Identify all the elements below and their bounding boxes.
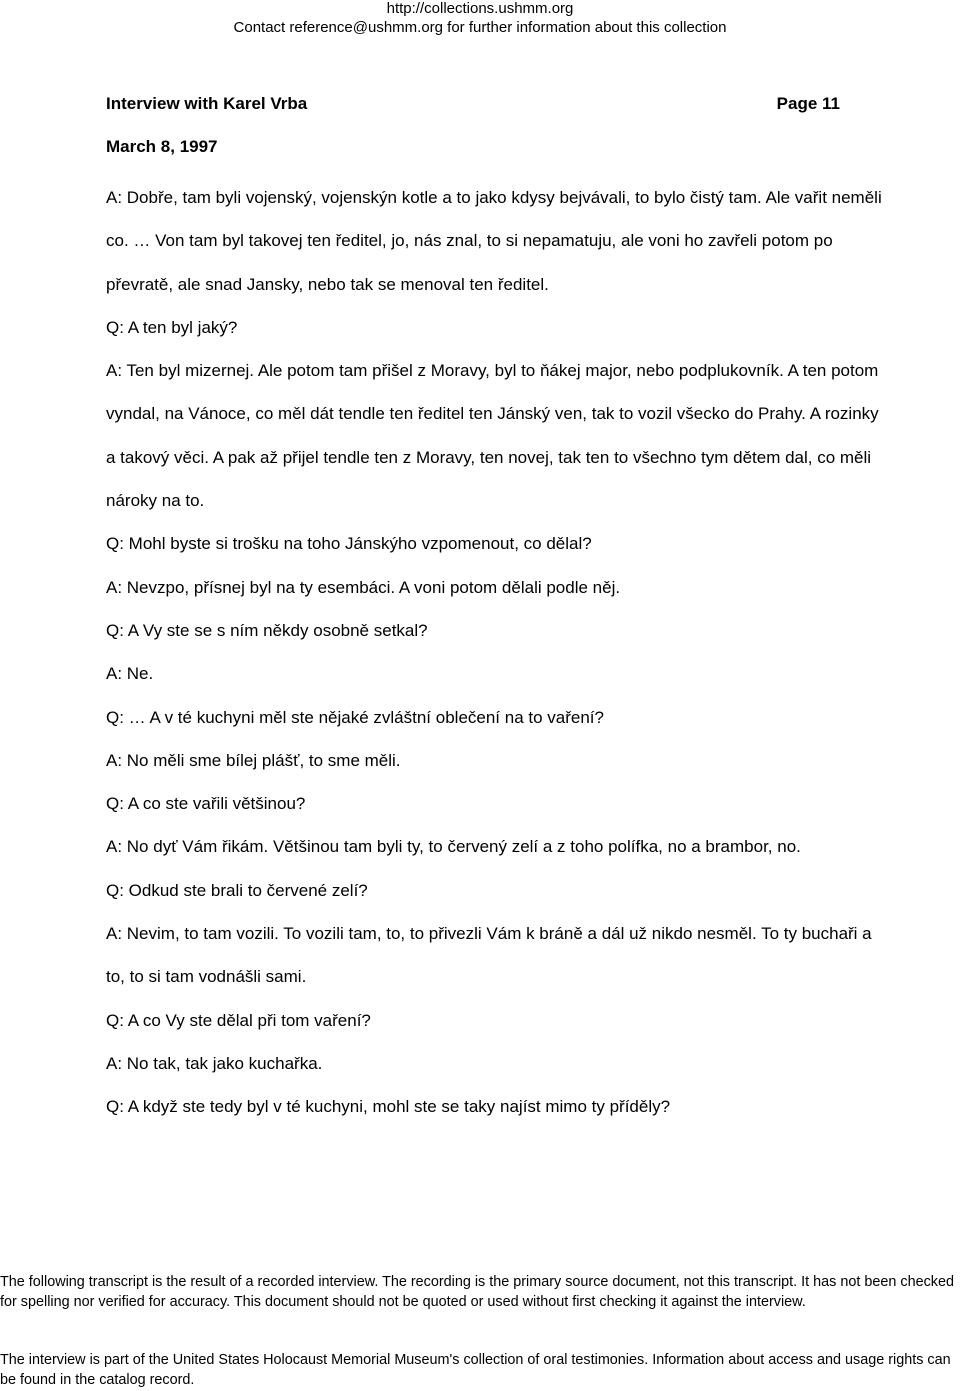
transcript-paragraph: Q: A Vy ste se s ním někdy osobně setkal? — [106, 620, 428, 640]
transcript-paragraph: A: Nevim, to tam vozili. To vozili tam, to, to přivezli Vám k bráně a dál už nikdo nesměl. To ty buchaři a to, to si tam vodnášli sami. — [106, 924, 872, 987]
transcript-paragraph: A: No dyť Vám řikám. Většinou tam byli ty, to červený zelí a z toho polífka, no a brambor, no. — [106, 837, 801, 857]
transcript-paragraph: Q: Mohl byste si trošku na toho Jánskýho vzpomenout, co dělal? — [106, 534, 592, 554]
transcript-paragraph: Q: A ten byl jaký? — [106, 317, 238, 337]
transcript-paragraph: Q: Odkud ste brali to červené zelí? — [106, 880, 368, 900]
interview-title: Interview with Karel Vrba — [106, 94, 308, 113]
transcript-paragraph: A: No tak, tak jako kuchařka. — [106, 1053, 323, 1073]
interview-date: March 8, 1997 — [106, 137, 218, 156]
transcript-paragraph: A: Ne. — [106, 664, 154, 684]
transcript-paragraph: A: Ten byl mizernej. Ale potom tam přišel z Moravy, byl to ňákej major, nebo podplukovník. A ten potom vyndal, na Vánoce, co měl dát tendle ten ředitel ten Jánský ven, tak to vozil všecko do Prahy. A rozinky a takový věci. A pak až přijel tendle ten z Moravy, ten novej, tak ten to všechno tym dětem dal, co měli nároky na to. — [106, 361, 879, 511]
transcript-paragraph: Q: A když ste tedy byl v té kuchyni, mohl ste se taky najíst mimo ty příděly? — [106, 1097, 671, 1117]
collection-note-text: The interview is part of the United States Holocaust Memorial Museum's collection of oral testimonies. Information about access and usage rights can be found in the catalog record. — [0, 1352, 951, 1388]
transcript-paragraph: A: No měli sme bílej plášť, to sme měli. — [106, 750, 401, 770]
transcript-paragraph: Q: A co ste vařili většinou? — [106, 794, 306, 814]
collection-url: http://collections.ushmm.org — [386, 0, 574, 17]
contact-line: Contact reference@ushmm.org for further information about this collection — [233, 19, 727, 36]
footer-disclaimer — [0, 1272, 960, 1312]
transcript-paragraph: Q: A co Vy ste dělal při tom vaření? — [106, 1010, 371, 1030]
transcript-paragraph: A: Nevzpo, přísnej byl na ty esembáci. A voni potom dělali podle něj. — [106, 577, 621, 597]
disclaimer-text: The following transcript is the result of a recorded interview. The recording is the primary source document, not this transcript. It has not been checked for spelling nor verified for accuracy. This document should not be quoted or used without first checking it against the interview. — [0, 1274, 954, 1310]
transcript-body — [106, 176, 886, 1129]
page-number: Page 11 — [776, 94, 840, 113]
footer-collection-note — [0, 1350, 960, 1390]
transcript-paragraph: A: Dobře, tam byli vojenský, vojenskýn kotle a to jako kdysy bejvávali, to bylo čistý tam. Ale vařit neměli co. … Von tam byl takovej ten ředitel, jo, nás znal, to si nepamatuju, ale voni ho zavřeli potom po převratě, ale snad Jansky, nebo tak se menoval ten ředitel. — [106, 188, 882, 294]
transcript-paragraph: Q: … A v té kuchyni měl ste nějaké zvláštní oblečení na to vaření? — [106, 707, 604, 727]
